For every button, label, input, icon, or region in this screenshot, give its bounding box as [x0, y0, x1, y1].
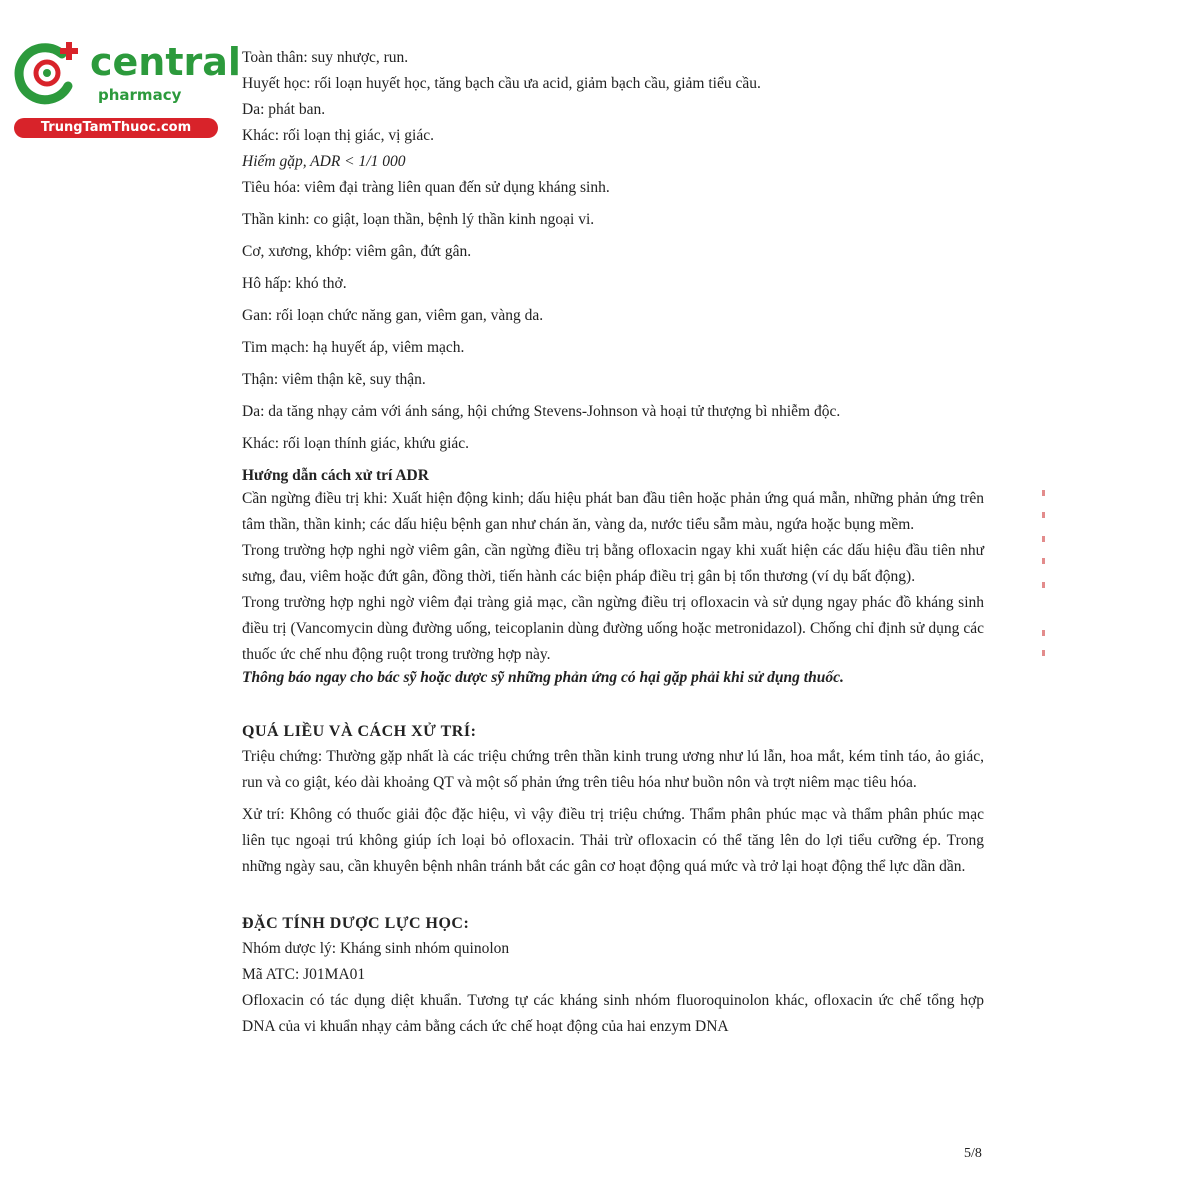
rare-frequency-label: Hiếm gặp, ADR < 1/1 000: [242, 153, 406, 170]
margin-marks: [1040, 490, 1050, 660]
adr-paragraph: Cần ngừng điều trị khi: Xuất hiện động kinh; dấu hiệu phát ban đầu tiên hoặc phản ứng quá mẫn, những phản ứng trên tâm thần, thần kinh; các dấu hiệu bệnh gan như chán ăn, vàng da, nước tiểu sẫm màu, ngứa hoặc bụng mềm.: [242, 490, 984, 533]
text-line: Toàn thân: suy nhược, run.: [242, 49, 409, 66]
logo-sub-text: pharmacy: [98, 86, 182, 104]
pharm-line: Mã ATC: J01MA01: [242, 966, 366, 983]
page-number: 5/8: [964, 1146, 982, 1161]
pharm-line: Nhóm dược lý: Kháng sinh nhóm quinolon: [242, 940, 510, 957]
adr-paragraph: Trong trường hợp nghi ngờ viêm gân, cần ngừng điều trị bằng ofloxacin ngay khi xuất hiện các dấu hiệu đầu tiên như sưng, đau, viêm hoặc đứt gân, đồng thời, tiến hành các biện pháp điều trị gân bị tổn thương (ví dụ bất động).: [242, 542, 984, 585]
pharm-paragraph: Ofloxacin có tác dụng diệt khuẩn. Tương tự các kháng sinh nhóm fluoroquinolon khác, ofloxacin ức chế tổng hợp DNA của vi khuẩn nhạy cảm bằng cách ức chế hoạt động của hai enzym DNA: [242, 992, 984, 1035]
text-line: Thần kinh: co giật, loạn thần, bệnh lý thần kinh ngoại vi.: [242, 211, 595, 228]
overdose-heading: QUÁ LIỀU VÀ CÁCH XỬ TRÍ:: [242, 723, 477, 740]
overdose-paragraph: Triệu chứng: Thường gặp nhất là các triệu chứng trên thần kinh trung ương như lú lẫn, hoa mắt, kém tỉnh táo, ảo giác, run và co giật, kéo dài khoảng QT và một số phản ứng trên tiêu hóa như buồn nôn và trợt niêm mạc tiêu hóa.: [242, 748, 984, 791]
text-line: Gan: rối loạn chức năng gan, viêm gan, vàng da.: [242, 307, 544, 324]
text-line: Thận: viêm thận kẽ, suy thận.: [242, 371, 426, 388]
logo-brand-text: central: [90, 40, 241, 84]
text-line: Da: phát ban.: [242, 101, 326, 118]
adr-paragraph: Trong trường hợp nghi ngờ viêm đại tràng giả mạc, cần ngừng điều trị ofloxacin và sử dụng ngay phác đồ kháng sinh điều trị (Vancomycin dùng đường uống, teicoplanin dùng đường uống hoặc metronidazol). Chống chỉ định sử dụng các thuốc ức chế nhu động ruột trong trường hợp này.: [242, 594, 984, 663]
text-line: Tiêu hóa: viêm đại tràng liên quan đến sử dụng kháng sinh.: [242, 179, 610, 196]
text-line: Hô hấp: khó thở.: [242, 275, 347, 292]
logo-mark-icon: [10, 36, 84, 110]
document-body: [242, 48, 984, 1040]
adr-guidance-heading: Hướng dẫn cách xử trí ADR: [242, 467, 429, 484]
overdose-paragraph: Xử trí: Không có thuốc giải độc đặc hiệu, vì vậy điều trị triệu chứng. Thẩm phân phúc mạc và thẩm phân phúc mạc liên tục ngoại trú không giúp ích loại bỏ ofloxacin. Thải trừ ofloxacin có thể tăng lên do lợi tiểu cưỡng ép. Trong những ngày sau, cần khuyên bệnh nhân tránh bắt các gân cơ hoạt động quá mức và trở lại hoạt động thể lực dần dần.: [242, 806, 984, 875]
text-line: Huyết học: rối loạn huyết học, tăng bạch cầu ưa acid, giảm bạch cầu, giảm tiểu cầu.: [242, 75, 761, 92]
text-line: Khác: rối loạn thị giác, vị giác.: [242, 127, 434, 144]
text-line: Da: da tăng nhạy cảm với ánh sáng, hội chứng Stevens-Johnson và hoại tử thượng bì nhiễm độc.: [242, 403, 841, 420]
text-line: Cơ, xương, khớp: viêm gân, đứt gân.: [242, 243, 472, 260]
logo-url-badge: TrungTamThuoc.com: [14, 118, 218, 138]
text-line: Khác: rối loạn thính giác, khứu giác.: [242, 435, 470, 452]
central-pharmacy-logo: [10, 36, 241, 136]
pharmacodynamics-heading: ĐẶC TÍNH DƯỢC LỰC HỌC:: [242, 915, 470, 932]
adr-notice: Thông báo ngay cho bác sỹ hoặc dược sỹ những phản ứng có hại gặp phải khi sử dụng thuốc.: [242, 669, 844, 686]
text-line: Tim mạch: hạ huyết áp, viêm mạch.: [242, 339, 465, 356]
